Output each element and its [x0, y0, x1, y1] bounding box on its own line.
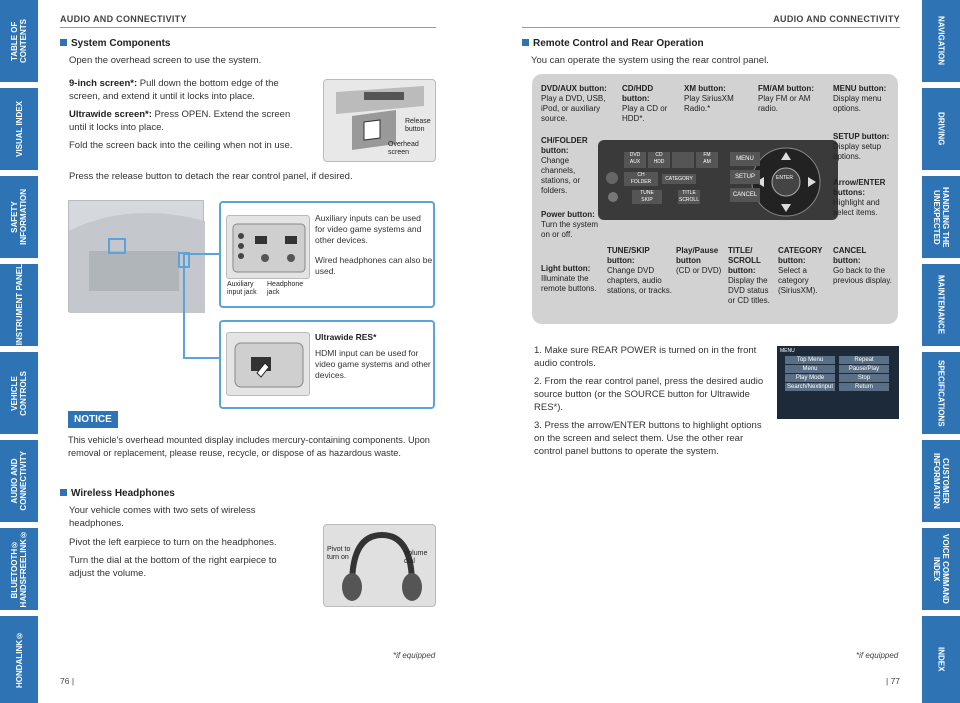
header-rule-left — [60, 27, 436, 28]
enter-button[interactable]: ENTER — [776, 175, 793, 181]
label-cd-hdd: CD/HDD button: Play a CD or HDD*. — [622, 84, 668, 123]
tab-driving[interactable]: DRIVING — [922, 88, 960, 170]
label-power: Power button: Turn the system on or off. — [541, 210, 599, 239]
hdmi-port-illustration — [227, 333, 311, 397]
tab-audio-connectivity[interactable]: AUDIO AND CONNECTIVITY — [0, 440, 38, 522]
footnote-left: *if equipped — [393, 651, 436, 660]
pivot-label: Pivot to turn on — [327, 546, 351, 561]
ultrawide-res-box — [219, 320, 435, 409]
ultrawide-title: Ultrawide RES* — [315, 332, 377, 342]
jack-panel-illustration — [227, 216, 311, 280]
label-dvd-aux: DVD/AUX button: Play a DVD, USB, iPod, or auxiliary source. — [541, 84, 607, 123]
tab-vehicle-controls[interactable]: VEHICLE CONTROLS — [0, 352, 38, 434]
label-cancel: CANCEL button: Go back to the previous display. — [833, 246, 892, 285]
headphone-jack-label: Headphone jack — [267, 281, 304, 296]
volume-dial-text: Turn the dial at the bottom of the right earpiece to adjust the volume. — [69, 555, 277, 579]
menu-screen-title: MENU — [780, 348, 795, 354]
step-2: 2. From the rear control panel, press the desired audio source button (or the SOURCE button for Ultrawide RES*). — [534, 376, 764, 413]
headphones-text: Wired headphones can also be used. — [315, 255, 433, 276]
nine-inch-screen-text: 9-inch screen*: Pull down the bottom edge of the screen, and extend it until it locks into place. — [69, 78, 279, 102]
menu-item-return: Return — [839, 383, 889, 391]
notice-badge: NOTICE — [68, 411, 118, 428]
aux-jacks-photo — [226, 215, 310, 279]
section-title-system-components: System Components — [60, 38, 170, 49]
tab-bluetooth[interactable]: BLUETOOTH® HANDSFREELINK® — [0, 528, 38, 610]
label-title-scroll: TITLE/ SCROLL button: Display the DVD status or CD titles. — [728, 246, 770, 305]
menu-item-stop: Stop — [839, 374, 889, 382]
ultrawide-text: HDMI input can be used for video game systems and other devices. — [315, 348, 431, 380]
aux-inputs-box — [219, 201, 435, 308]
label-light: Light button: Illuminate the remote buttons. — [541, 264, 597, 293]
notice-text: This vehicle’s overhead mounted display includes mercury-containing components. Upon removal or replacement, please reuse, recycle, or dispose of as hazardous waste. — [68, 435, 430, 458]
header-rule-right — [522, 27, 900, 28]
menu-screen-image — [777, 346, 899, 419]
step-3: 3. Press the arrow/ENTER buttons to highlight options on the screen and select them. Use the other rear control panel buttons to operate the system. — [534, 420, 762, 457]
section-title-remote-control: Remote Control and Rear Operation — [522, 38, 704, 49]
label-category: CATEGORY button: Select a category (SiriusXM). — [778, 246, 823, 295]
tab-table-of-contents[interactable]: TABLE OF CONTENTS — [0, 0, 38, 82]
remote-intro: You can operate the system using the rear control panel. — [531, 55, 769, 66]
tab-instrument-panel[interactable]: INSTRUMENT PANEL — [0, 264, 38, 346]
left-tab-strip — [0, 0, 38, 703]
panel-power-button[interactable] — [608, 192, 618, 202]
page-number-left: 76 | — [60, 676, 75, 686]
panel-ch-folder-button[interactable]: CH FOLDER — [624, 172, 658, 186]
section-title-wireless-headphones: Wireless Headphones — [60, 488, 175, 499]
step-1: 1. Make sure REAR POWER is turned on in the front audio controls. — [534, 345, 757, 369]
tab-navigation[interactable]: NAVIGATION — [922, 0, 960, 82]
label-xm: XM button: Play SiriusXM Radio.* — [684, 84, 734, 113]
page-number-right: | 77 — [886, 676, 901, 686]
label-fm-am: FM/AM button: Play FM or AM radio. — [758, 84, 814, 113]
menu-item-play-mode: Play Mode — [785, 374, 835, 382]
tab-safety-information[interactable]: SAFETY INFORMATION — [0, 176, 38, 258]
label-menu: MENU button: Display menu options. — [833, 84, 887, 113]
panel-setup-button[interactable]: SETUP — [730, 170, 760, 184]
panel-tune-skip-button[interactable]: TUNE SKIP — [632, 190, 662, 204]
footnote-right: *if equipped — [856, 651, 899, 660]
tab-voice-command-index[interactable]: VOICE COMMAND INDEX — [922, 528, 960, 610]
label-ch-folder: CH/FOLDER button: Change channels, stations, or folders. — [541, 136, 588, 195]
tab-handling-unexpected[interactable]: HANDLING THE UNEXPECTED — [922, 176, 960, 258]
label-tune-skip: TUNE/SKIP button: Change DVD chapters, audio stations, or tracks. — [607, 246, 672, 295]
tab-hondalink[interactable]: HONDALINK® — [0, 616, 38, 703]
menu-item-repeat: Repeat — [839, 356, 889, 364]
menu-item-top-menu: Top Menu — [785, 356, 835, 364]
aux-inputs-text: Auxiliary inputs can be used for video game systems and other devices. — [315, 213, 422, 245]
volume-label: Volume dial — [404, 550, 428, 565]
pivot-earpiece-text: Pivot the left earpiece to turn on the headphones. — [69, 537, 277, 548]
headphones-illustration — [324, 525, 437, 608]
right-tab-strip — [922, 0, 960, 703]
label-play-pause: Play/Pause button (CD or DVD) — [676, 246, 722, 275]
menu-item-pause-play: Pause/Play — [839, 365, 889, 373]
wireless-headphones-text: Your vehicle comes with two sets of wireless headphones. — [69, 505, 256, 529]
tab-specifications[interactable]: SPECIFICATIONS — [922, 352, 960, 434]
tab-index[interactable]: INDEX — [922, 616, 960, 703]
system-intro: Open the overhead screen to use the system. — [69, 55, 262, 66]
panel-title-scroll-button[interactable]: TITLE SCROLL — [678, 190, 699, 203]
panel-light-button[interactable] — [606, 172, 618, 184]
panel-dvd-aux-button[interactable]: DVD AUX — [624, 152, 646, 168]
fold-screen-text: Fold the screen back into the ceiling when not in use. — [69, 140, 293, 151]
panel-menu-button[interactable]: MENU — [730, 152, 760, 166]
overhead-screen-label: Overhead screen — [388, 141, 419, 156]
tab-visual-index[interactable]: VISUAL INDEX — [0, 88, 38, 170]
menu-item-menu: Menu — [785, 365, 835, 373]
release-button-label: Release button — [405, 118, 431, 133]
panel-cancel-button[interactable]: CANCEL — [730, 188, 760, 202]
header-right: AUDIO AND CONNECTIVITY — [773, 14, 900, 24]
header-left: AUDIO AND CONNECTIVITY — [60, 14, 187, 24]
tab-maintenance[interactable]: MAINTENANCE — [922, 264, 960, 346]
label-arrow-enter: Arrow/ENTER buttons: Highlight and select items. — [833, 178, 886, 217]
panel-category-button[interactable]: CATEGORY — [662, 174, 696, 184]
panel-cd-hdd-button[interactable]: CD HDD — [648, 152, 670, 168]
aux-jack-label: Auxiliary input jack — [227, 281, 257, 296]
tab-customer-information[interactable]: CUSTOMER INFORMATION — [922, 440, 960, 522]
panel-fm-am-button[interactable]: FM AM — [696, 152, 718, 168]
ultrawide-screen-text: Ultrawide screen*: Press OPEN. Extend the screen until it locks into place. — [69, 109, 291, 133]
hdmi-port-photo — [226, 332, 310, 396]
release-panel-text: Press the release button to detach the rear control panel, if desired. — [69, 171, 353, 182]
label-setup: SETUP button: Display setup options. — [833, 132, 890, 161]
menu-item-search: Search/Nextinput — [786, 384, 834, 390]
panel-xm-button[interactable] — [672, 152, 694, 168]
